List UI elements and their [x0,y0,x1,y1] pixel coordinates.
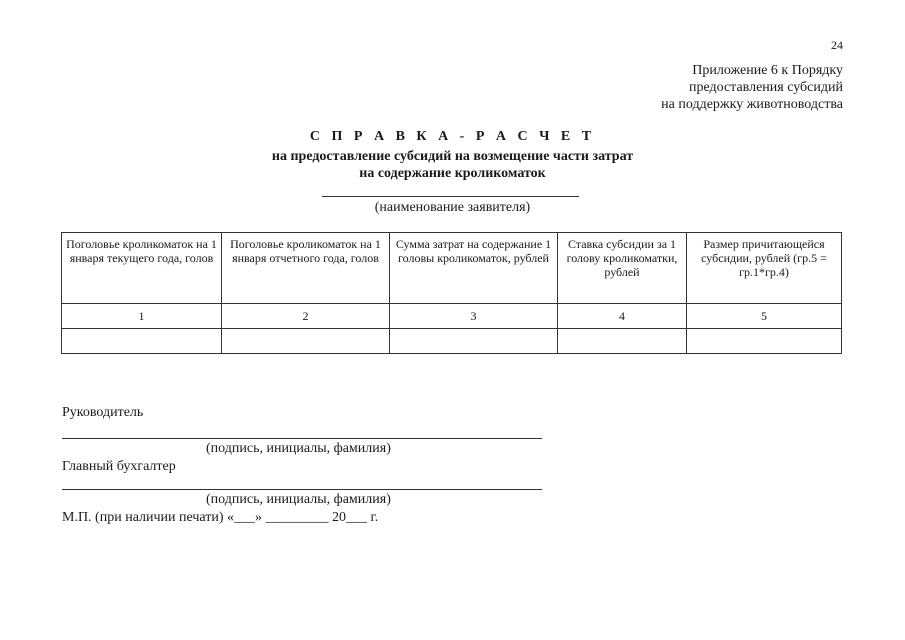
column-number-row [62,304,842,329]
table-data-cell[interactable] [558,329,687,354]
annex-line: на поддержку животноводства [661,97,843,112]
applicant-caption: (наименование заявителя) [374,200,531,215]
document-title: С П Р А В К А - Р А С Ч Е Т [309,129,596,144]
accountant-signature-caption: (подпись, инициалы, фамилия) [206,492,391,507]
column-number-cell: 2 [222,304,390,329]
table-header-cell: Поголовье кроликоматок на 1 января текущего года, голов [62,233,222,304]
head-signature-caption: (подпись, инициалы, фамилия) [206,441,391,456]
document-subtitle [0,148,905,182]
annex-line: Приложение 6 к Порядку [692,63,843,78]
page-number: 24 [831,38,843,52]
table-header-row [62,233,842,304]
stamp-date-line: М.П. (при наличии печати) «___» _________ 20___ г. [62,510,379,525]
accountant-label: Главный бухгалтер [62,459,176,474]
table-data-cell[interactable] [687,329,842,354]
table-data-cell[interactable] [390,329,558,354]
table-data-cell[interactable] [62,329,222,354]
table-header-cell: Ставка субсидии за 1 голову кроликоматки, рублей [558,233,687,304]
head-signature-line [62,438,542,439]
table-data-cell[interactable] [222,329,390,354]
column-number-cell: 5 [687,304,842,329]
table-data-row [62,329,842,354]
applicant-name-line [322,196,579,197]
column-number-cell: 1 [62,304,222,329]
table-header-cell: Размер причитающейся субсидии, рублей (гр.5 = гр.1*гр.4) [687,233,842,304]
annex-reference [503,62,843,113]
table-header-cell: Поголовье кроликоматок на 1 января отчетного года, голов [222,233,390,304]
subtitle-line: на предоставление субсидий на возмещение части затрат [271,149,634,164]
annex-line: предоставления субсидий [688,80,843,95]
table-header-cell: Сумма затрат на содержание 1 головы кроликоматок, рублей [390,233,558,304]
calculation-table [61,232,842,354]
accountant-signature-line [62,489,542,490]
column-number-cell: 3 [390,304,558,329]
subtitle-line: на содержание кроликоматок [359,166,546,181]
column-number-cell: 4 [558,304,687,329]
head-label: Руководитель [62,405,144,420]
